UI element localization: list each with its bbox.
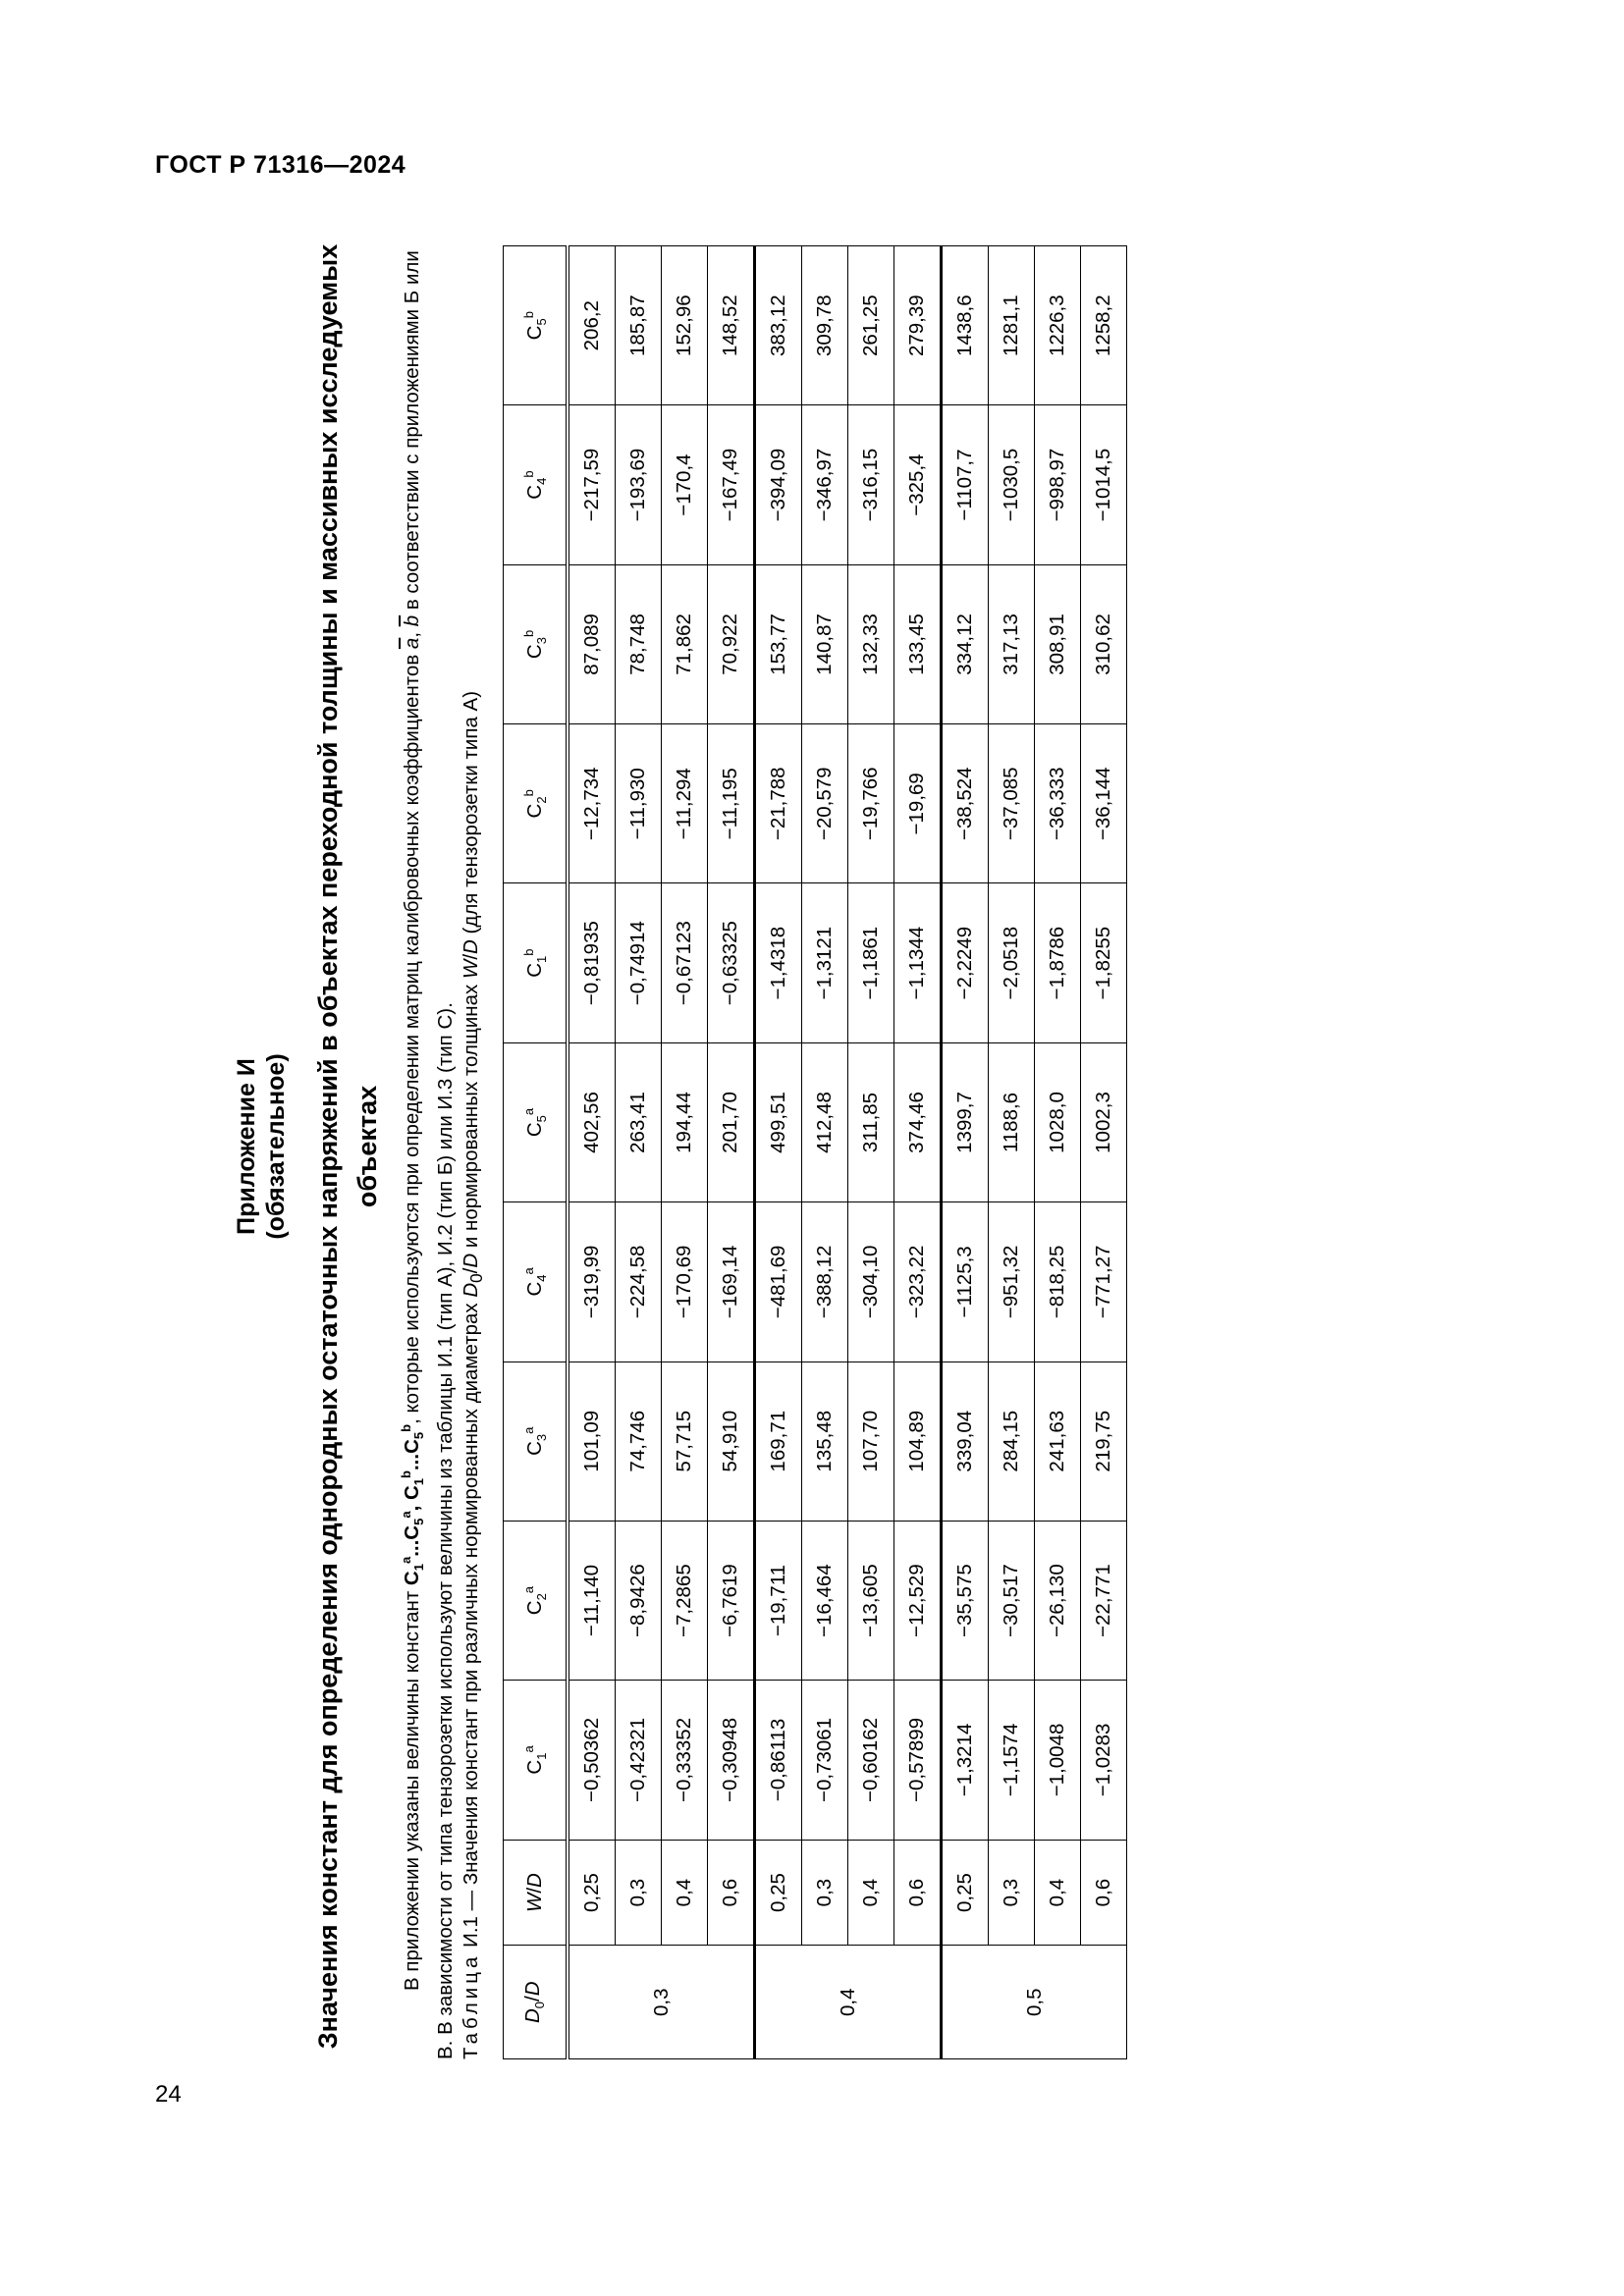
table-row: [1035, 246, 1081, 2059]
value-cell: 185,87: [616, 246, 662, 405]
value-cell: −0,81935: [568, 883, 616, 1042]
value-cell: 104,89: [894, 1362, 942, 1521]
d0d-cell: 0,4: [755, 1946, 942, 2059]
coef-b: $\overline{b}$: [400, 614, 423, 627]
value-cell: −1,0048: [1035, 1681, 1081, 1840]
value-cell: −22,771: [1081, 1521, 1127, 1680]
table-header-9: $C_3^b$: [504, 564, 568, 723]
table-row: [755, 246, 802, 2059]
value-cell: 279,39: [894, 246, 942, 405]
value-cell: −12,734: [568, 724, 616, 883]
d0d-cell: 0,5: [942, 1946, 1127, 2059]
table-row: [662, 246, 708, 2059]
value-cell: −0,33352: [662, 1681, 708, 1840]
table-caption-number: И.1: [460, 1916, 482, 1948]
value-cell: −11,140: [568, 1521, 616, 1680]
value-cell: 317,13: [989, 564, 1035, 723]
value-cell: −35,575: [942, 1521, 989, 1680]
intro-text-end: в соответствии с приложениями Б или В. В зависимости от типа тензорозетки используют величины из таблицы И.1 (тип А), И.2 (тип Б) или И.3 (тип С).: [400, 250, 457, 2059]
value-cell: −217,59: [568, 405, 616, 564]
value-cell: 310,62: [1081, 564, 1127, 723]
value-cell: −1,1574: [989, 1681, 1035, 1840]
table-caption-text: — Значения констант при различных нормированных диаметрах $D_0/D$ и нормированных толщинах W/D (для тензорозетки типа А): [460, 690, 487, 1917]
wd-cell: 0,3: [802, 1840, 848, 1946]
rotated-content: [232, 234, 1115, 2059]
value-cell: 412,48: [802, 1042, 848, 1201]
value-cell: −1,0283: [1081, 1681, 1127, 1840]
value-cell: 261,25: [848, 246, 894, 405]
value-cell: 383,12: [755, 246, 802, 405]
table-header-3: $C_2^a$: [504, 1521, 568, 1680]
value-cell: 339,04: [942, 1362, 989, 1521]
value-cell: −19,69: [894, 724, 942, 883]
value-cell: −481,69: [755, 1202, 802, 1362]
value-cell: 499,51: [755, 1042, 802, 1201]
wd-cell: 0,4: [1035, 1840, 1081, 1946]
value-cell: −169,14: [708, 1202, 755, 1362]
d0d-cell: 0,3: [568, 1946, 755, 2059]
value-cell: −30,517: [989, 1521, 1035, 1680]
table-row: [894, 246, 942, 2059]
value-cell: −1,3214: [942, 1681, 989, 1840]
value-cell: −38,524: [942, 724, 989, 883]
table-header-10: $C_4^b$: [504, 405, 568, 564]
value-cell: −11,930: [616, 724, 662, 883]
value-cell: 133,45: [894, 564, 942, 723]
coef-a: $\overline{a}$: [400, 637, 423, 650]
page-number: 24: [155, 2081, 182, 2108]
value-cell: −951,32: [989, 1202, 1035, 1362]
table-row: [708, 246, 755, 2059]
value-cell: 263,41: [616, 1042, 662, 1201]
table-header-2: $C_1^a$: [504, 1681, 568, 1840]
table-row: [942, 246, 989, 2059]
table-header-11: $C_5^b$: [504, 246, 568, 405]
value-cell: 402,56: [568, 1042, 616, 1201]
table-row: [1081, 246, 1127, 2059]
value-cell: 135,48: [802, 1362, 848, 1521]
value-cell: 78,748: [616, 564, 662, 723]
value-cell: −224,58: [616, 1202, 662, 1362]
value-cell: −0,50362: [568, 1681, 616, 1840]
value-cell: −1014,5: [1081, 405, 1127, 564]
wd-cell: 0,3: [989, 1840, 1035, 1946]
appendix-label: Приложение И: [233, 1058, 260, 1235]
value-cell: 206,2: [568, 246, 616, 405]
value-cell: 241,63: [1035, 1362, 1081, 1521]
intro-text-middle: , которые используются при определении матриц калибровочных коэффициентов: [400, 649, 423, 1424]
value-cell: −1,8786: [1035, 883, 1081, 1042]
value-cell: 308,91: [1035, 564, 1081, 723]
value-cell: −0,42321: [616, 1681, 662, 1840]
value-cell: −11,195: [708, 724, 755, 883]
value-cell: 311,85: [848, 1042, 894, 1201]
value-cell: 219,75: [1081, 1362, 1127, 1521]
value-cell: 201,70: [708, 1042, 755, 1201]
value-cell: −21,788: [755, 724, 802, 883]
intro-text-start: В приложении указаны величины констант: [400, 1585, 423, 1991]
value-cell: −19,766: [848, 724, 894, 883]
table-row: [568, 246, 616, 2059]
table-row: [989, 246, 1035, 2059]
value-cell: 152,96: [662, 246, 708, 405]
value-cell: −1,1861: [848, 883, 894, 1042]
value-cell: −1,1344: [894, 883, 942, 1042]
value-cell: −0,60162: [848, 1681, 894, 1840]
value-cell: −1,3121: [802, 883, 848, 1042]
table-header-8: $C_2^b$: [504, 724, 568, 883]
value-cell: 54,910: [708, 1362, 755, 1521]
value-cell: −325,4: [894, 405, 942, 564]
wd-cell: 0,4: [848, 1840, 894, 1946]
value-cell: 71,862: [662, 564, 708, 723]
table-row: [616, 246, 662, 2059]
value-cell: −8,9426: [616, 1521, 662, 1680]
value-cell: −1125,3: [942, 1202, 989, 1362]
value-cell: 284,15: [989, 1362, 1035, 1521]
constants-symbols: $C_1^a...C_5^a$, $C_1^b...C_5^b$: [399, 1423, 426, 1586]
value-cell: −0,57899: [894, 1681, 942, 1840]
table-row: [802, 246, 848, 2059]
value-cell: 57,715: [662, 1362, 708, 1521]
wd-cell: 0,25: [755, 1840, 802, 1946]
constants-table: [503, 245, 1127, 2059]
value-cell: 374,46: [894, 1042, 942, 1201]
value-cell: −193,69: [616, 405, 662, 564]
value-cell: −316,15: [848, 405, 894, 564]
value-cell: 70,922: [708, 564, 755, 723]
value-cell: −11,294: [662, 724, 708, 883]
wd-cell: 0,6: [1081, 1840, 1127, 1946]
value-cell: −7,2865: [662, 1521, 708, 1680]
value-cell: −19,711: [755, 1521, 802, 1680]
value-cell: −1,4318: [755, 883, 802, 1042]
value-cell: 1258,2: [1081, 246, 1127, 405]
table-header-0: $D_0/D$: [504, 1946, 568, 2059]
value-cell: 87,089: [568, 564, 616, 723]
wd-cell: 0,25: [942, 1840, 989, 1946]
value-cell: 1438,6: [942, 246, 989, 405]
value-cell: 309,78: [802, 246, 848, 405]
value-cell: 1399,7: [942, 1042, 989, 1201]
wd-cell: 0,4: [662, 1840, 708, 1946]
value-cell: 169,71: [755, 1362, 802, 1521]
table-row: [848, 246, 894, 2059]
value-cell: −304,10: [848, 1202, 894, 1362]
value-cell: 334,12: [942, 564, 989, 723]
value-cell: −346,97: [802, 405, 848, 564]
value-cell: −323,22: [894, 1202, 942, 1362]
table-header-4: $C_3^a$: [504, 1362, 568, 1521]
value-cell: −818,25: [1035, 1202, 1081, 1362]
table-caption: [457, 234, 492, 2059]
table-caption-prefix: Таблица: [460, 1952, 482, 2059]
value-cell: 101,09: [568, 1362, 616, 1521]
value-cell: −1030,5: [989, 405, 1035, 564]
table-header-5: $C_4^a$: [504, 1202, 568, 1362]
value-cell: 1028,0: [1035, 1042, 1081, 1201]
value-cell: 1002,3: [1081, 1042, 1127, 1201]
value-cell: 194,44: [662, 1042, 708, 1201]
value-cell: 1226,3: [1035, 246, 1081, 405]
wd-cell: 0,6: [894, 1840, 942, 1946]
value-cell: −37,085: [989, 724, 1035, 883]
value-cell: −36,333: [1035, 724, 1081, 883]
value-cell: −16,464: [802, 1521, 848, 1680]
value-cell: −388,12: [802, 1202, 848, 1362]
value-cell: 140,87: [802, 564, 848, 723]
value-cell: 74,746: [616, 1362, 662, 1521]
document-code: ГОСТ Р 71316—2024: [155, 151, 406, 179]
value-cell: −0,63325: [708, 883, 755, 1042]
value-cell: −771,27: [1081, 1202, 1127, 1362]
value-cell: 107,70: [848, 1362, 894, 1521]
value-cell: −998,97: [1035, 405, 1081, 564]
value-cell: −26,130: [1035, 1521, 1081, 1680]
value-cell: −13,605: [848, 1521, 894, 1680]
value-cell: 1281,1: [989, 246, 1035, 405]
value-cell: −170,4: [662, 405, 708, 564]
value-cell: −2,2249: [942, 883, 989, 1042]
value-cell: −167,49: [708, 405, 755, 564]
table-header-6: $C_5^a$: [504, 1042, 568, 1201]
value-cell: −0,67123: [662, 883, 708, 1042]
value-cell: −170,69: [662, 1202, 708, 1362]
value-cell: −0,86113: [755, 1681, 802, 1840]
value-cell: −20,579: [802, 724, 848, 883]
value-cell: −0,30948: [708, 1681, 755, 1840]
value-cell: 153,77: [755, 564, 802, 723]
wd-cell: 0,6: [708, 1840, 755, 1946]
value-cell: 1188,6: [989, 1042, 1035, 1201]
value-cell: −0,73061: [802, 1681, 848, 1840]
value-cell: 148,52: [708, 246, 755, 405]
value-cell: −36,144: [1081, 724, 1127, 883]
value-cell: −6,7619: [708, 1521, 755, 1680]
value-cell: −1107,7: [942, 405, 989, 564]
value-cell: −394,09: [755, 405, 802, 564]
table-header-7: $C_1^b$: [504, 883, 568, 1042]
value-cell: −12,529: [894, 1521, 942, 1680]
value-cell: −0,74914: [616, 883, 662, 1042]
wd-cell: 0,25: [568, 1840, 616, 1946]
table-header-1: W/D: [504, 1840, 568, 1946]
value-cell: 132,33: [848, 564, 894, 723]
intro-paragraph: В приложении указаны величины констант $C_1^a...C_5^a$, $C_1^b...C_5^b$, которые используются при определении матриц калибровочных коэффициентов $\overline{a}$, $\overline{b}$ в соответствии с приложениями Б или В. В зависимости от типа тензорозетки используют величины из таблицы И.1 (тип А), И.2 (тип Б) или И.3 (тип С).: [399, 250, 457, 2059]
appendix-title: Значения констант для определения однородных остаточных напряжений в объектах переходной толщины и массивных исследуемых объектах: [313, 243, 382, 2050]
value-cell: −1,8255: [1081, 883, 1127, 1042]
appendix-status: (обязательное): [262, 1053, 290, 1240]
wd-cell: 0,3: [616, 1840, 662, 1946]
value-cell: −2,0518: [989, 883, 1035, 1042]
value-cell: −319,99: [568, 1202, 616, 1362]
